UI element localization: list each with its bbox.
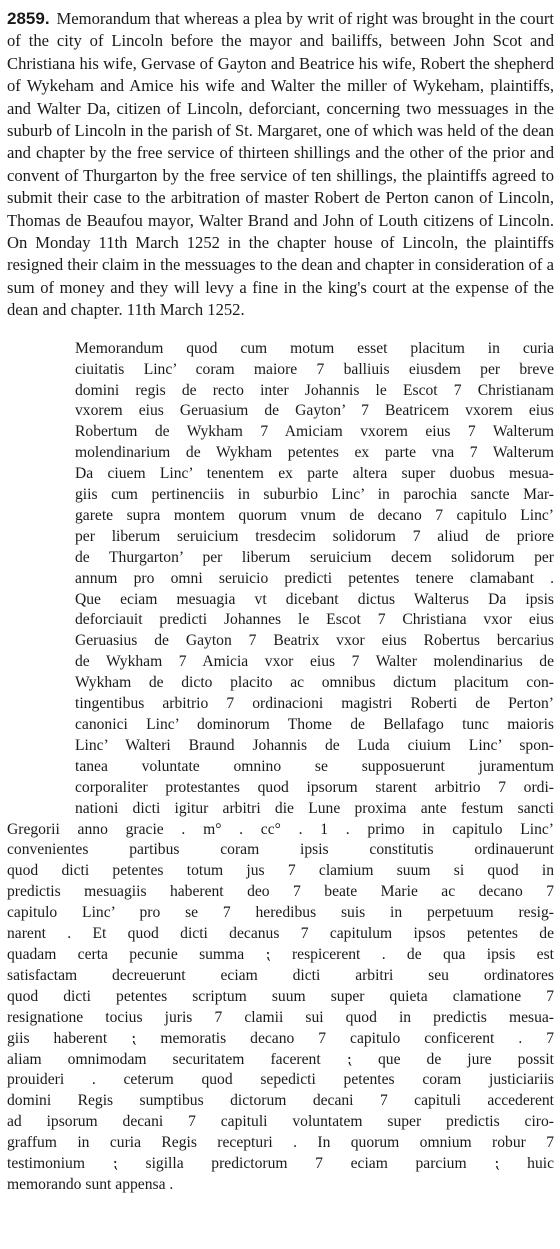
latin-line: canonici Linc’ dominorum Thome de Bellafago tunc maioris (75, 716, 554, 733)
latin-line: aliam omnimodam securitatem facerent ⁏ que de jure possit (7, 1050, 554, 1068)
latin-line: Memorandum quod cum motum esset placitum in curia (75, 339, 554, 357)
latin-line: de Wykham 7 Amicia vxor eius 7 Walter molendinarius de (75, 653, 554, 671)
latin-line: quod dicti petentes scriptum suum super quieta clamatione 7 (7, 987, 554, 1005)
latin-line: prouideri . ceterum quod sepedicti petentes coram justiciariis (7, 1071, 554, 1089)
latin-text-continued (7, 820, 554, 1196)
latin-line: resignatione tocius juris 7 clamii sui quod in predictis mesua- (7, 1008, 554, 1026)
latin-line: ad ipsorum decani 7 capituli voluntatem super predictis ciro- (7, 1113, 554, 1131)
entry-english-summary (7, 8, 554, 322)
latin-line: tanea voluntate omnino se supposuerunt juramentum (75, 757, 554, 775)
latin-line: testimonium ⁏ sigilla predictorum 7 eciam parcium ⁏ huic (7, 1155, 554, 1173)
latin-line: giis cum pertinenciis in suburbio Linc’ in parochia sancte Mar- (75, 486, 554, 504)
latin-line: Gregorii anno gracie . m° . cc° . 1 . primo in capitulo Linc’ (7, 820, 554, 838)
latin-line: molendinarium de Wykham petentes ex parte vna 7 Walterum (75, 444, 554, 462)
latin-line: deforciauit predicti Johannes le Escot 7 Christiana vxor eius (75, 611, 554, 629)
latin-line: nationi dicti igitur arbitri die Lune proxima ante festum sancti (75, 799, 554, 817)
latin-line: garete supra montem quorum vnum de decano 7 capitulo Linc’ (75, 506, 554, 524)
latin-line: quod dicti petentes totum jus 7 clamium suum si quod in (7, 862, 554, 880)
latin-line: Robertum de Wykham 7 Amiciam vxorem eius 7 Walterum (75, 423, 554, 441)
latin-line: quadam certa pecunie summa ⁏ respicerent . de qua ipsis est (7, 945, 554, 963)
latin-line: domini regis de recto inter Johannis le Escot 7 Christianam (75, 381, 554, 399)
latin-line: convenientes partibus coram ipsis constitutis ordinauerunt (7, 841, 554, 859)
latin-line: Geruasius de Gayton 7 Beatrix vxor eius Robertus bercarius (75, 632, 554, 650)
latin-line: corporaliter protestantes quod ipsorum starent arbitrio 7 ordi- (75, 778, 554, 796)
entry-number: 2859. (7, 9, 50, 28)
latin-line: capitulo Linc’ pro se 7 heredibus suis in perpetuum resig- (7, 904, 554, 922)
latin-line: vxorem eius Geruasium de Gayton’ 7 Beatricem vxorem eius (75, 402, 554, 420)
english-text: Memorandum that whereas a plea by writ of right was brought in the court of the city of Lincoln before the mayor and bailiffs, between John Scot and Christiana his wife, Gervase of Gayton and Beatrice his wife, Robert the shepherd of Wykeham and Amice his wife and Walter the miller of Wykeham, plaintiffs, and Walter Da, citizen of Lincoln, deforciant, concerning two messuages in the suburb of Lincoln in the parish of St. Margaret, one of which was held of the dean and chapter by the free service of thirteen shillings and the other of the prior and convent of Thurgarton by the free service of ten shillings, the plaintiffs agreed to submit their case to the arbitration of master Robert de Perton canon of Lincoln, Thomas de Beaufou mayor, Walter Brand and John of Louth citizens of Lincoln. On Monday 11th March 1252 in the chapter house of Lincoln, the plaintiffs resigned their claim in the messuages to the dean and chapter in consideration of a sum of money and they will levy a fine in the king's court at the expense of the dean and chapter. 11th March 1252. (7, 9, 554, 320)
latin-line: domini Regis sumptibus dictorum decani 7 capituli accederent (7, 1092, 554, 1110)
latin-line: giis haberent ⁏ memoratis decano 7 capitulo conficerent . 7 (7, 1029, 554, 1047)
latin-line: Wykham de dicto placito ac omnibus dictum placitum con- (75, 674, 554, 692)
latin-line: annum pro omni seruicio predicti petentes tenere clamabant . (75, 569, 554, 587)
latin-line: per liberum seruicium tresdecim solidorum 7 aliud de priore (75, 527, 554, 545)
latin-line: ciuitatis Linc’ coram maiore 7 balliuis eiusdem per breve (75, 360, 554, 378)
latin-line: Que eciam mesuagia vt dicebant dictus Walterus Da ipsis (75, 590, 554, 608)
latin-line: narent . Et quod dicti decanus 7 capitulum ipsos petentes de (7, 925, 554, 943)
latin-line: Da ciuem Linc’ tenentem ex parte altera super duobus mesua- (75, 465, 554, 483)
latin-line: Linc’ Walteri Braund Johannis de Luda ciuium Linc’ spon- (75, 736, 554, 754)
latin-line: de Thurgarton’ per liberum seruicium decem solidorum per (75, 548, 554, 566)
latin-line: graffum in curia Regis recepturi . In quorum omnium robur 7 (7, 1134, 554, 1152)
latin-text-indented (75, 339, 554, 820)
latin-line: predictis mesuagiis haberent deo 7 beate Marie ac decano 7 (7, 883, 554, 901)
latin-line: memorando sunt appensa . (7, 1175, 174, 1193)
latin-line: satisfactam decreuerunt eciam dicti arbitri seu ordinatores (7, 966, 554, 984)
latin-line: tingentibus arbitrio 7 ordinacioni magistri Roberti de Perton’ (75, 695, 554, 713)
